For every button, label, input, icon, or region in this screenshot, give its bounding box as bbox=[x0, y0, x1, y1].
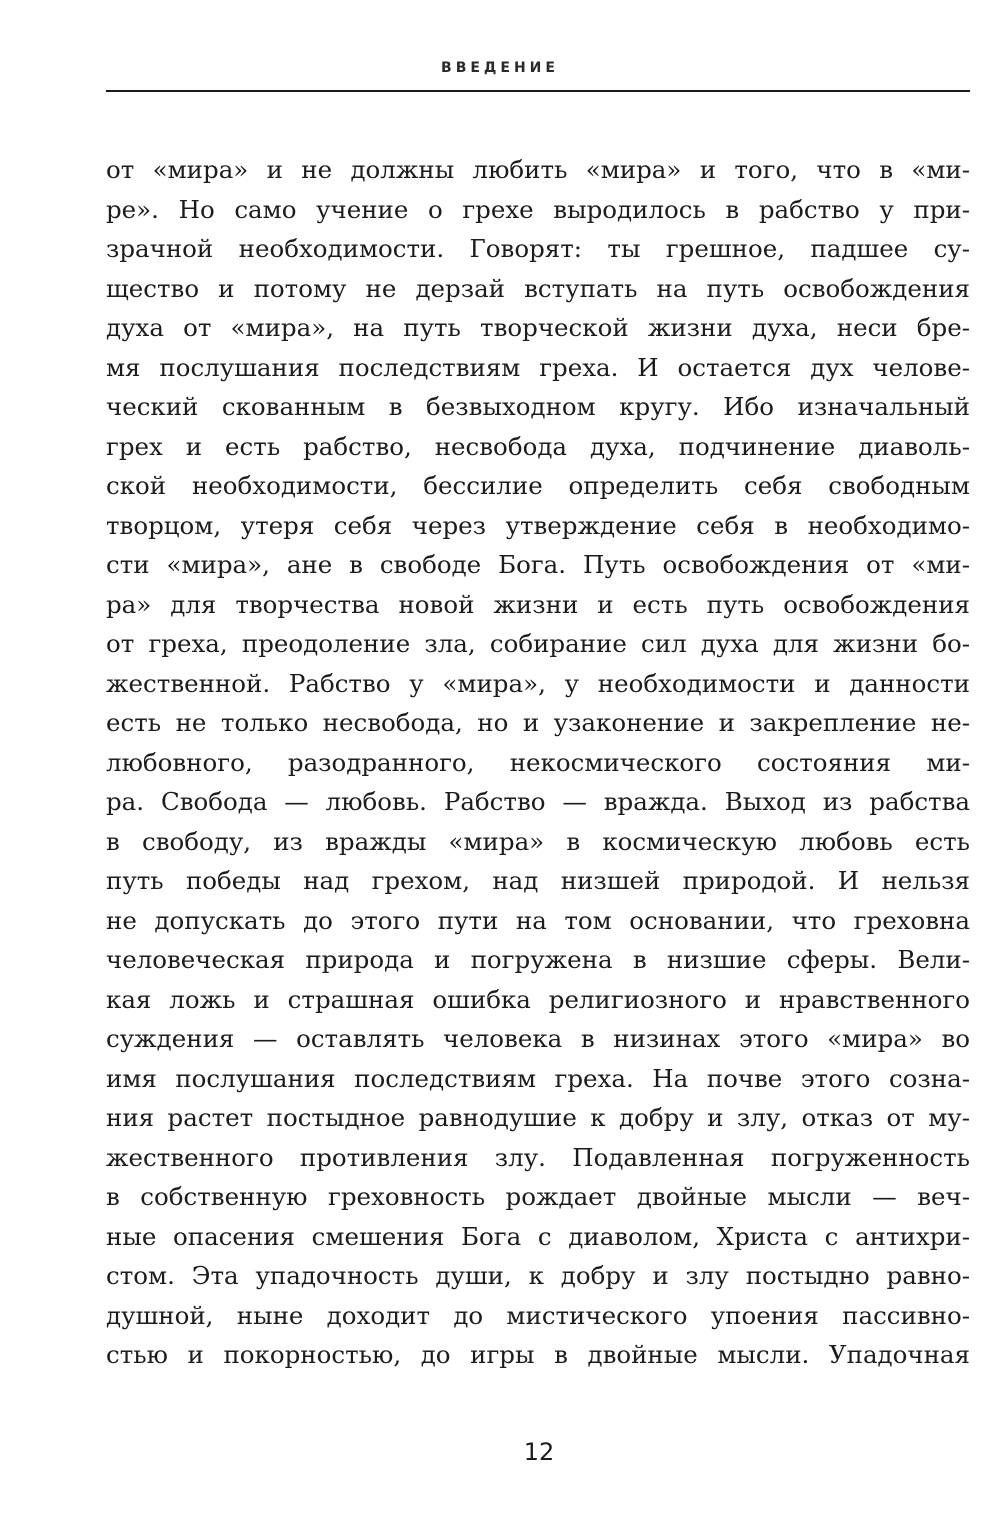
text-line: от «мира» и не должны любить «мира» и того, что в «ми- bbox=[106, 155, 970, 184]
text-line: в собственную греховность рождает двойные мысли — веч- bbox=[106, 1182, 970, 1211]
text-line: сти «мира», ане в свободе Бога. Путь освобождения от «ми- bbox=[106, 550, 970, 579]
text-line: душной, ныне доходит до мистического упоения пассивно- bbox=[106, 1300, 970, 1330]
text-line: любовного, разодранного, некосмического состояния ми- bbox=[106, 747, 970, 777]
text-line: в свободу, из вражды «мира» в космическую любовь есть bbox=[106, 826, 970, 856]
running-head: ВВЕДЕНИЕ bbox=[441, 60, 559, 76]
text-line: ные опасения смешения Бога с диаволом, Христа с антихри- bbox=[106, 1221, 970, 1251]
text-line: грех и есть рабство, несвобода духа, подчинение диаволь- bbox=[106, 431, 970, 461]
text-line: ния растет постыдное равнодушие к добру и злу, отказ от му- bbox=[106, 1103, 970, 1132]
text-line: стом. Эта упадочность души, к добру и злу постыдно равно- bbox=[106, 1261, 970, 1290]
text-line: ской необходимости, бессилие определить себя свободным bbox=[106, 471, 970, 500]
page-number: 12 bbox=[523, 1438, 555, 1466]
text-line: жественного противления злу. Подавленная погруженность bbox=[106, 1142, 970, 1172]
text-line: щество и потому не дерзай вступать на путь освобождения bbox=[106, 273, 970, 303]
text-line: суждения — оставлять человека в низинах этого «мира» во bbox=[106, 1024, 970, 1053]
text-line: зрачной необходимости. Говорят: ты грешное, падшее су- bbox=[106, 234, 970, 263]
text-line: ра. Свобода — любовь. Рабство — вражда. Выход из рабства bbox=[106, 787, 970, 816]
text-line: ре». Но само учение о грехе выродилось в рабство у при- bbox=[106, 194, 970, 224]
text-line: мя послушания последствиям греха. И остается дух челове- bbox=[106, 352, 970, 382]
text-line: ра» для творчества новой жизни и есть путь освобождения bbox=[106, 589, 970, 619]
text-line: жественной. Рабство у «мира», у необходимости и данности bbox=[106, 668, 970, 698]
text-line: стью и покорностью, до игры в двойные мысли. Упадочная bbox=[106, 1340, 970, 1369]
text-line: человеческая природа и погружена в низшие сферы. Вели- bbox=[106, 945, 970, 974]
text-line: не допускать до этого пути на том основании, что греховна bbox=[106, 905, 970, 935]
text-line: творцом, утеря себя через утверждение себя в необходимо- bbox=[106, 510, 970, 540]
text-line: кая ложь и страшная ошибка религиозного и нравственного bbox=[106, 984, 970, 1014]
body-text bbox=[106, 150, 970, 1375]
text-line: духа от «мира», на путь творческой жизни духа, неси бре- bbox=[106, 313, 970, 342]
text-line: есть не только несвобода, но и узаконение и закрепление не- bbox=[106, 708, 970, 737]
text-line: путь победы над грехом, над низшей природой. И нельзя bbox=[106, 866, 970, 895]
header-rule bbox=[106, 90, 970, 92]
text-line: имя послушания последствиям греха. На почве этого созна- bbox=[106, 1063, 970, 1093]
text-line: ческий скованным в безвыходном кругу. Ибо изначальный bbox=[106, 392, 970, 421]
text-line: от греха, преодоление зла, собирание сил духа для жизни бо- bbox=[106, 629, 970, 658]
